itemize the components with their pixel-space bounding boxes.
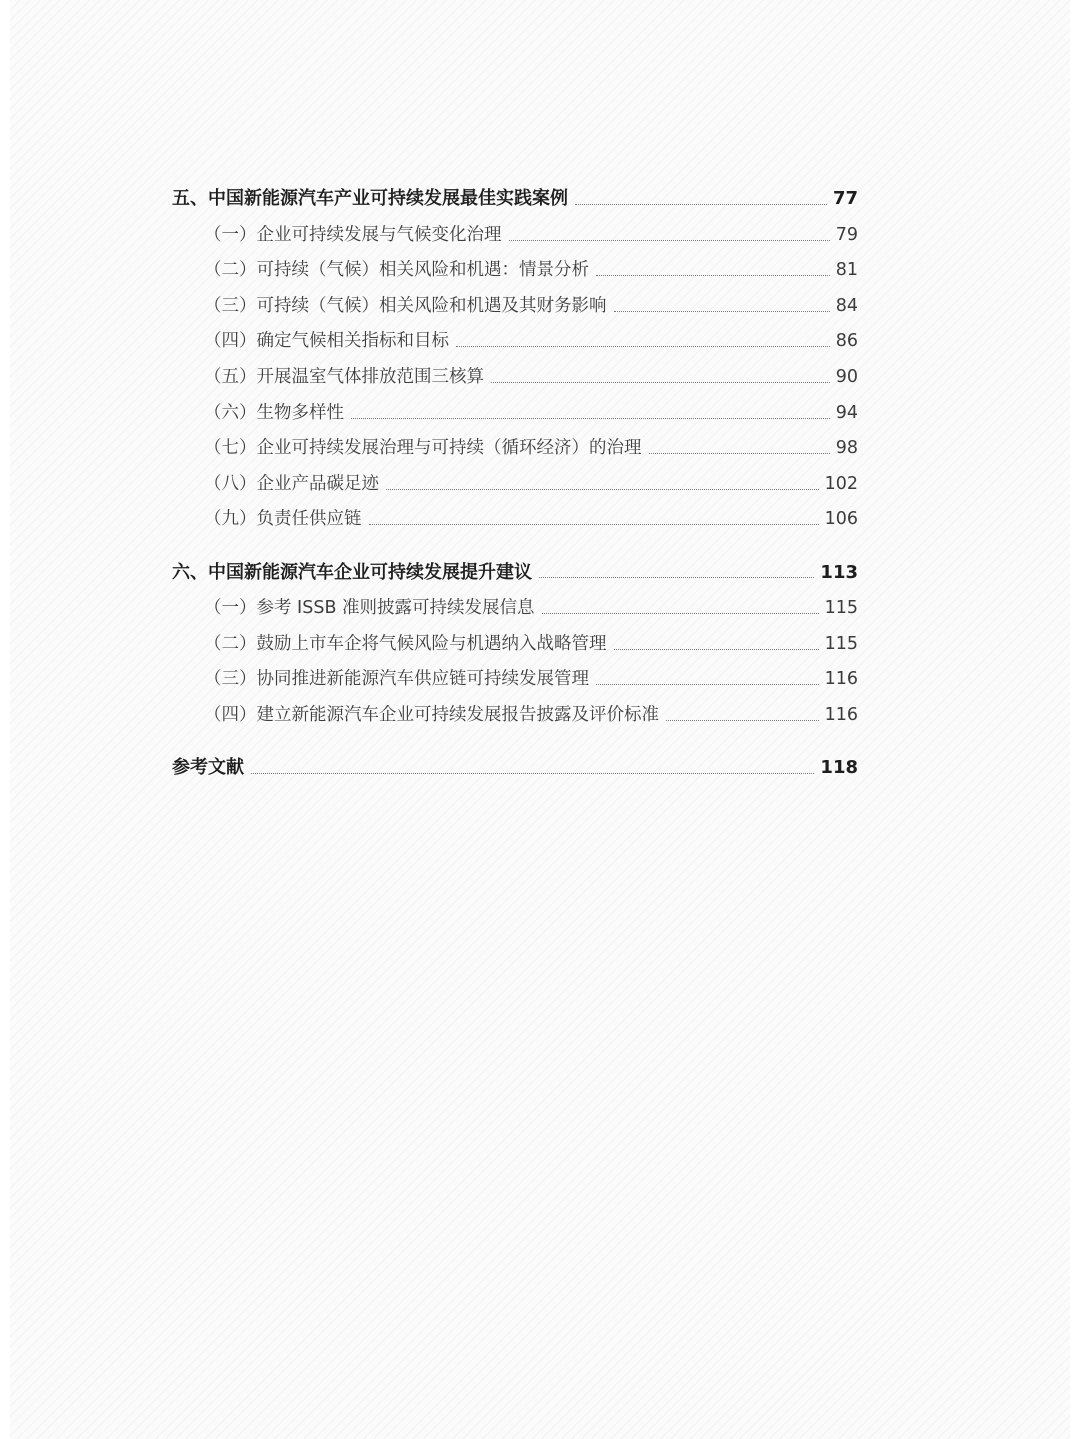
dot-leader (666, 720, 819, 721)
toc-subsection-entry[interactable] (172, 356, 858, 392)
toc-entry-title: （四）确定气候相关指标和目标 (204, 331, 449, 352)
dot-leader (456, 346, 830, 347)
toc-entry-title: （五）开展温室气体排放范围三核算 (204, 366, 484, 387)
toc-page-number: 86 (835, 331, 858, 352)
toc-section (172, 747, 858, 783)
toc-entry-title: 参考文献 (172, 757, 244, 779)
dot-leader (649, 453, 830, 454)
toc-subsection-entry[interactable] (172, 321, 858, 357)
dot-leader (575, 204, 827, 205)
toc-entry-title: （一）参考 ISSB 准则披露可持续发展信息 (204, 597, 535, 618)
toc-page-number: 79 (835, 224, 858, 245)
toc-subsection-entry[interactable] (172, 250, 858, 286)
toc-subsection-entry[interactable] (172, 623, 858, 659)
toc-section (172, 178, 858, 534)
toc-subsection-entry[interactable] (172, 587, 858, 623)
toc-subsection-entry[interactable] (172, 285, 858, 321)
toc-chapter-entry[interactable] (172, 551, 858, 587)
toc-entry-title: （一）企业可持续发展与气候变化治理 (204, 224, 502, 245)
toc-entry-title: （四）建立新能源汽车企业可持续发展报告披露及评价标准 (204, 704, 659, 725)
toc-subsection-entry[interactable] (172, 499, 858, 535)
toc-subsection-entry[interactable] (172, 463, 858, 499)
dot-leader (596, 275, 830, 276)
toc-section (172, 551, 858, 729)
document-page (10, 0, 1070, 1439)
toc-page-number: 116 (824, 669, 858, 690)
toc-page-number: 115 (824, 597, 858, 618)
toc-page-number: 115 (824, 633, 858, 654)
toc-chapter-entry[interactable] (172, 178, 858, 214)
toc-page-number: 102 (824, 473, 858, 494)
toc-subsection-entry[interactable] (172, 428, 858, 464)
toc-subsection-entry[interactable] (172, 659, 858, 695)
toc-subsection-entry[interactable] (172, 694, 858, 730)
toc-page-number: 84 (835, 295, 858, 316)
toc-entry-title: （六）生物多样性 (204, 402, 344, 423)
toc-entry-title: 六、中国新能源汽车企业可持续发展提升建议 (172, 561, 532, 583)
toc-entry-title: （二）可持续（气候）相关风险和机遇：情景分析 (204, 260, 589, 281)
dot-leader (251, 773, 814, 774)
dot-leader (614, 311, 830, 312)
toc-subsection-entry[interactable] (172, 214, 858, 250)
toc-page-number: 116 (824, 704, 858, 725)
toc-page-number: 106 (824, 509, 858, 530)
toc-entry-title: （七）企业可持续发展治理与可持续（循环经济）的治理 (204, 438, 642, 459)
toc-page-number: 81 (835, 260, 858, 281)
toc-page-number: 113 (820, 561, 858, 583)
toc-page-number: 77 (832, 188, 858, 210)
dot-leader (539, 577, 814, 578)
dot-leader (491, 382, 830, 383)
toc-page-number: 118 (820, 757, 858, 779)
table-of-contents (172, 178, 858, 800)
dot-leader (542, 613, 819, 614)
toc-entry-title: （九）负责任供应链 (204, 509, 362, 530)
toc-page-number: 90 (835, 366, 858, 387)
toc-entry-title: 五、中国新能源汽车产业可持续发展最佳实践案例 (172, 188, 568, 210)
dot-leader (614, 649, 819, 650)
toc-page-number: 94 (835, 402, 858, 423)
dot-leader (351, 418, 830, 419)
dot-leader (386, 489, 819, 490)
toc-subsection-entry[interactable] (172, 392, 858, 428)
dot-leader (596, 684, 819, 685)
toc-page-number: 98 (835, 438, 858, 459)
toc-entry-title: （八）企业产品碳足迹 (204, 473, 379, 494)
dot-leader (369, 524, 819, 525)
toc-entry-title: （二）鼓励上市车企将气候风险与机遇纳入战略管理 (204, 633, 607, 654)
toc-entry-title: （三）协同推进新能源汽车供应链可持续发展管理 (204, 669, 589, 690)
toc-chapter-entry[interactable] (172, 747, 858, 783)
toc-entry-title: （三）可持续（气候）相关风险和机遇及其财务影响 (204, 295, 607, 316)
dot-leader (509, 240, 830, 241)
